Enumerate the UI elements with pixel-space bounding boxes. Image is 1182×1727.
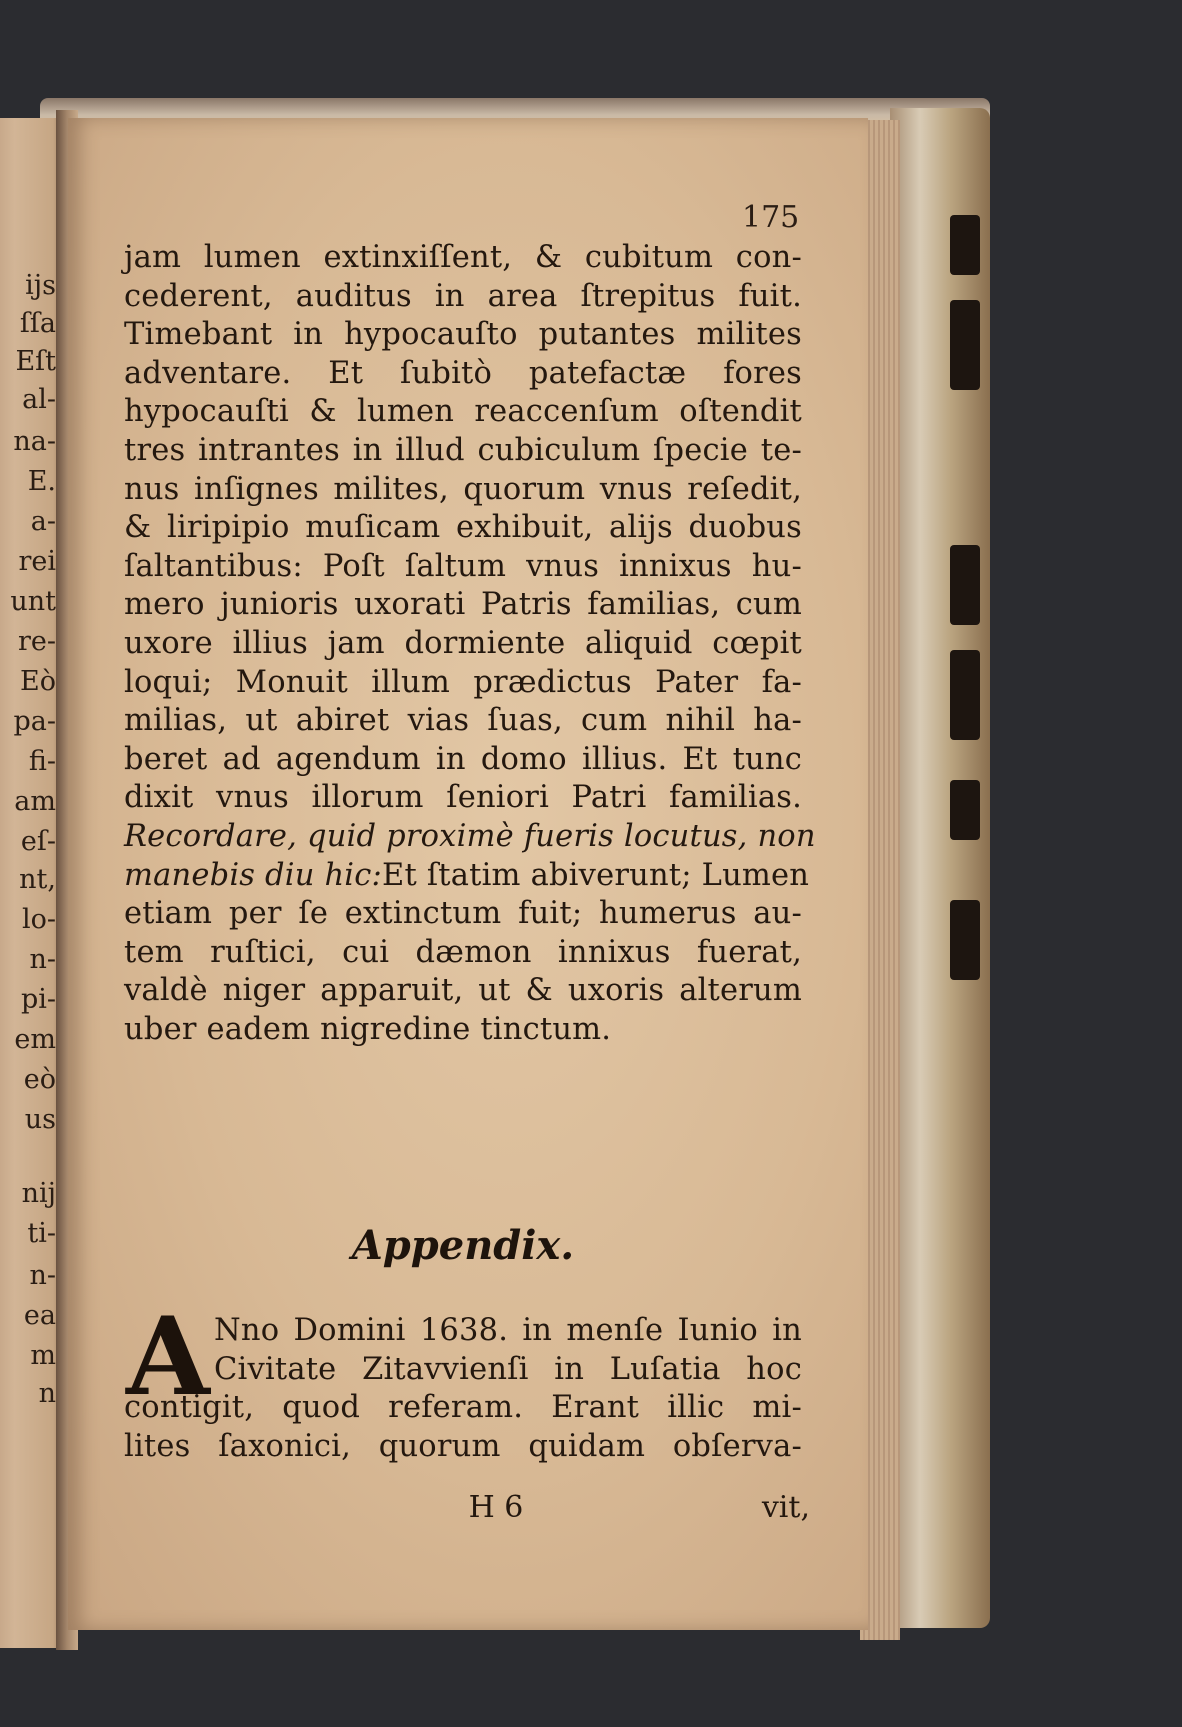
left-page-fragment-text: fi- xyxy=(28,746,56,777)
text-line: contigit, quod referam. Erant illic mi- xyxy=(124,1390,802,1426)
text-line: uber eadem nigredine tinctum. xyxy=(124,1012,612,1047)
left-page-fragment-text: unt xyxy=(10,586,56,617)
left-page-fragment-text: em xyxy=(14,1024,56,1055)
spine-mark xyxy=(950,900,980,980)
text-line: hypocauſti & lumen reaccenſum oſtendit xyxy=(124,394,802,430)
left-page-fragment-text: eò xyxy=(23,1064,56,1095)
signature-mark: H 6 xyxy=(468,1490,524,1525)
spine-mark xyxy=(950,215,980,275)
text-line: adventare. Et ſubitò patefactæ fores xyxy=(124,355,802,391)
left-page-fragment-text: us xyxy=(24,1104,56,1135)
spine-mark xyxy=(950,300,980,390)
text-line: nus inſignes milites, quorum vnus reſedit, xyxy=(124,471,802,507)
text-line: beret ad agendum in domo illius. Et tunc xyxy=(124,741,802,777)
text-line: lites ſaxonici, quorum quidam obſerva- xyxy=(124,1428,802,1464)
left-page-fragment-text: Eſt xyxy=(15,346,56,377)
text-line: tem ruſtici, cui dæmon innixus fuerat, xyxy=(124,934,802,970)
text-line: ſaltantibus: Poſt ſaltum vnus innixus hu- xyxy=(124,548,802,584)
text-line: valdè niger apparuit, ut & uxoris alterum xyxy=(124,973,802,1009)
left-page-fragment-text: ſſa xyxy=(19,308,56,339)
text-line: dixit vnus illorum ſeniori Patri familias. xyxy=(124,780,802,816)
left-page-fragment-text: lo- xyxy=(21,904,56,935)
left-page-fragment-text: eſ- xyxy=(20,826,56,857)
text-line: uxore illius jam dormiente aliquid cœpit xyxy=(124,626,802,661)
left-page-fragment-text: ti- xyxy=(27,1218,56,1249)
catchword: vit, xyxy=(761,1490,810,1525)
text-line: Recordare, quid proximè fueris locutus, non xyxy=(124,819,816,854)
text-line xyxy=(124,857,810,894)
text-line: & liripipio muſicam exhibuit, alijs duobus xyxy=(124,510,802,546)
text-line: Timebant in hypocauſto putantes milites xyxy=(124,317,802,353)
appendix-heading: Appendix. xyxy=(351,1222,575,1269)
text-line: milias, ut abiret vias ſuas, cum nihil ha- xyxy=(124,703,802,739)
italic-text: manebis diu hic: xyxy=(124,857,382,893)
text-line: Civitate Zitavvienſi in Luſatia hoc xyxy=(214,1351,802,1387)
left-page-fragment-text: nij xyxy=(21,1178,56,1209)
left-page-fragment-text: na- xyxy=(13,426,56,457)
text-line: jam lumen extinxiſſent, & cubitum con- xyxy=(124,240,802,275)
left-page-fragment-text: n- xyxy=(29,944,56,975)
text-line: tres intrantes in illud cubiculum ſpecie te- xyxy=(124,433,802,468)
left-page-fragment-text: n- xyxy=(29,1260,56,1291)
left-page-fragment-text: a- xyxy=(30,506,56,537)
text-line: loqui; Monuit illum prædictus Pater fa- xyxy=(124,664,802,700)
left-page-fragment-text: ea xyxy=(23,1300,56,1331)
left-page-fragment-text: pa- xyxy=(13,706,56,737)
left-page-fragment-text: rei xyxy=(18,546,56,577)
left-page-fragment-text: Eò xyxy=(20,666,56,697)
left-page-fragment-text: re- xyxy=(17,626,56,657)
left-page-fragment-text: nt, xyxy=(19,864,56,895)
text-line: cederent, auditus in area ſtrepitus fuit. xyxy=(124,278,802,314)
text-line: mero junioris uxorati Patris familias, cum xyxy=(124,587,802,623)
spine-mark xyxy=(950,650,980,740)
page-number: 175 xyxy=(742,200,800,235)
left-page-fragment-text: pi- xyxy=(20,984,56,1015)
spine-mark xyxy=(950,545,980,625)
spine-mark xyxy=(950,780,980,840)
text-span: Et ſtatim abiverunt; Lumen xyxy=(382,857,810,893)
text-line: etiam per ſe extinctum fuit; humerus au- xyxy=(124,896,802,932)
left-page-fragment-text: am xyxy=(14,786,56,817)
left-page-fragment-text: al- xyxy=(22,384,56,415)
left-page-fragment-text: n xyxy=(38,1378,56,1409)
left-page-fragment-text: E. xyxy=(27,466,56,497)
left-page-fragment-text: ijs xyxy=(25,270,56,301)
text-line: Nno Domini 1638. in menſe Iunio in xyxy=(214,1313,802,1348)
drop-cap: A xyxy=(126,1294,210,1420)
left-page-fragment-text: m xyxy=(30,1340,56,1371)
